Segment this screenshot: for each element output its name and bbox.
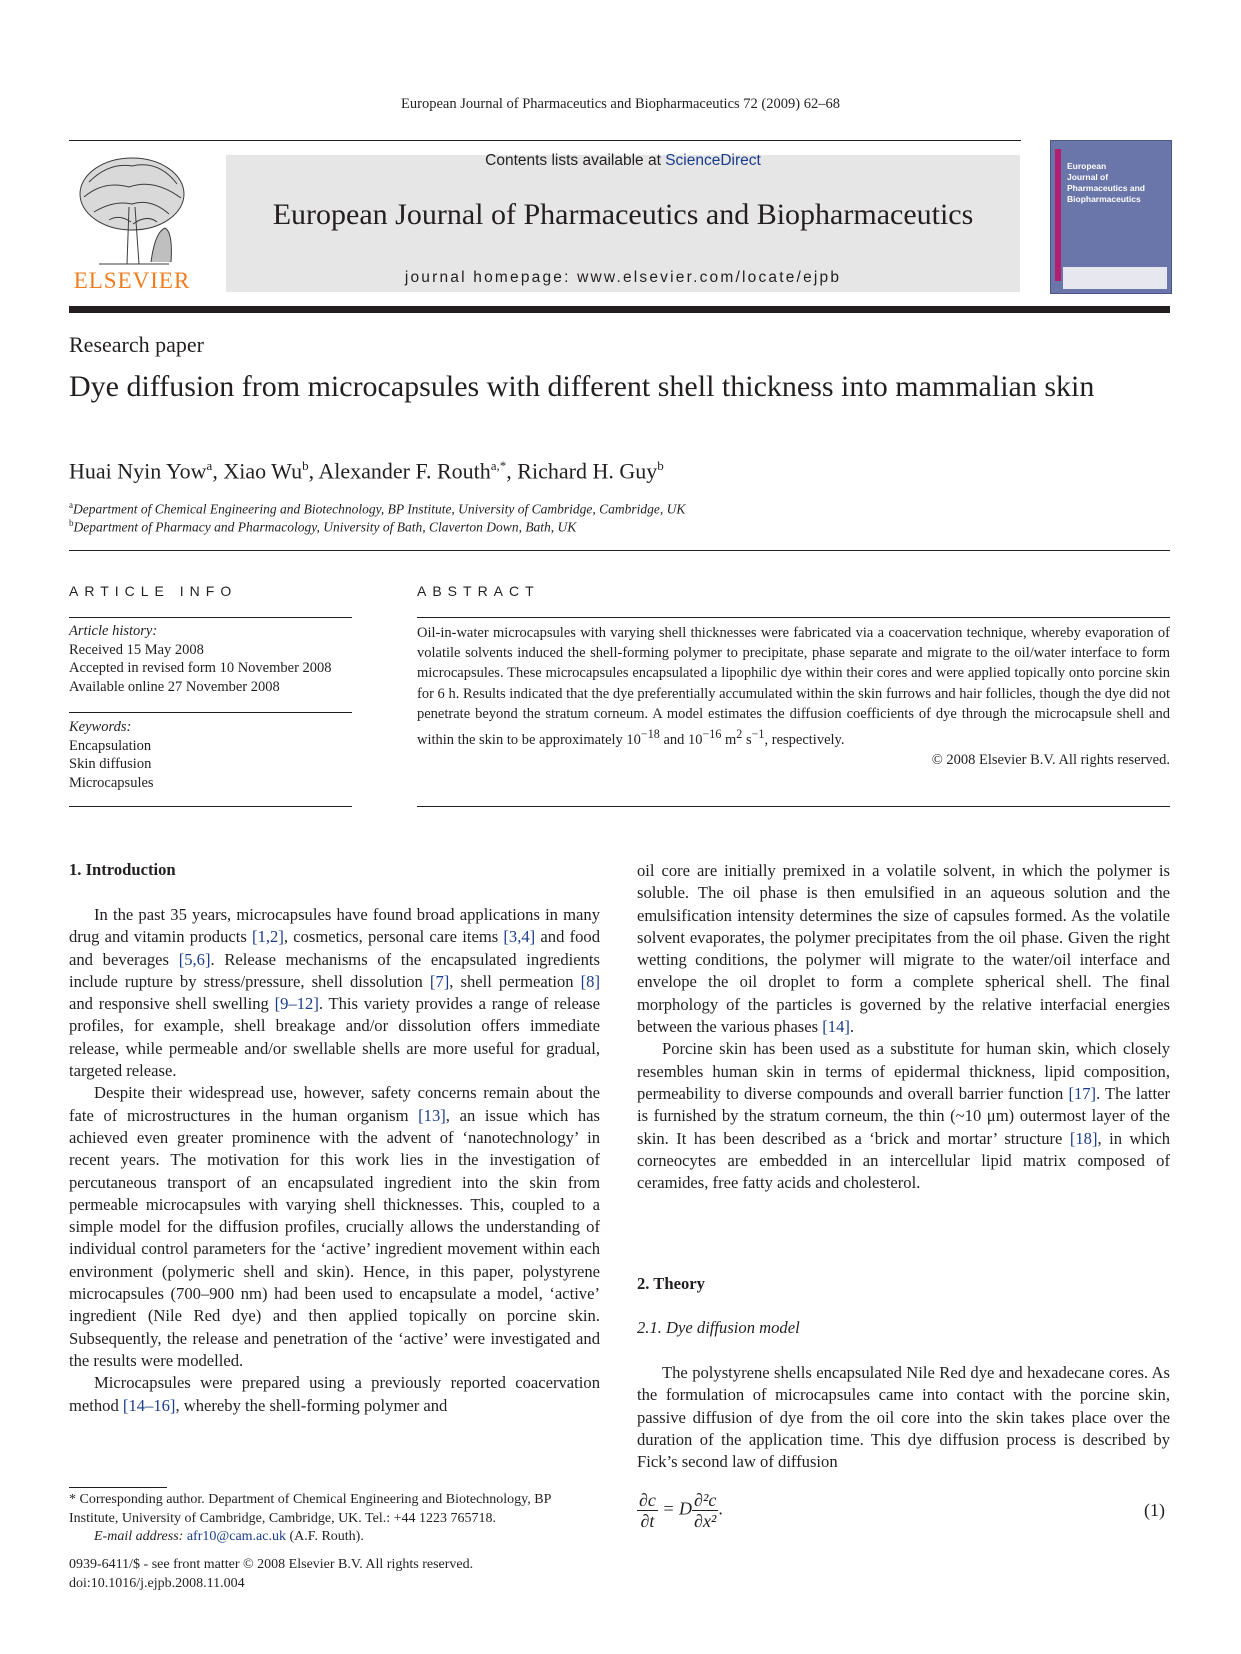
citation-link[interactable]: [5,6] [178, 949, 211, 969]
paragraph: Microcapsules were prepared using a previously reported coacervation method [14–16], whereby the shell-forming polymer and [69, 1373, 600, 1415]
history-label: Article history: [69, 623, 158, 639]
citation-link[interactable]: [7] [429, 971, 450, 991]
abstract-copyright: © 2008 Elsevier B.V. All rights reserved. [931, 752, 1170, 769]
article-title: Dye diffusion from microcapsules with different shell thickness into mammalian skin [69, 370, 1095, 403]
theory-column [637, 1362, 1170, 1473]
equation-number: (1) [1144, 1500, 1165, 1520]
author-affil-sup: b [302, 458, 309, 473]
equation-1: $\frac{\partial c}{\partial t}$ = D $\frac{\text{∂²c}}{\text{∂x²}}$ . [639, 1490, 723, 1531]
cover-footer [1063, 267, 1167, 289]
contents-line [226, 152, 1020, 170]
citation-link[interactable]: [13] [418, 1105, 446, 1125]
title-rule [69, 550, 1170, 551]
citation-link[interactable]: [3,4] [503, 927, 536, 947]
section-heading-theory: 2. Theory [637, 1274, 705, 1293]
citation-link[interactable]: [1,2] [252, 927, 284, 947]
abstract-text: Oil-in-water microcapsules with varying shell thicknesses were fabricated via a coacervation technique, whereby evaporation of volatile solvents induced the shell-forming polymer to precipitate, phase separate and migrate to the oil/water interface to form microcapsules. These microcapsules encapsulated a lipophilic dye within their cores and were applied topically onto porcine skin for 6 h. Results indicated that the dye preferentially accumulated within the skin furrows and hair follicles, though the dye did not penetrate beyond the stratum corneum. A model estimates the diffusion coefficients of dye through the microcapsule shell and within the skin to be approximately $10^{-18}$ and $10^{-16}$ $m^2$ $s^{-1}$, respectively. [417, 625, 1170, 748]
keywords-label: Keywords: [69, 719, 132, 735]
paragraph: In the past 35 years, microcapsules have found broad applications in many drug and vitamin products [1,2], cosmetics, personal care items [3,4] and food and beverages [5,6]. Release mechanisms of the encapsulated ingredients include rupture by stress/pressure, shell dissolution [7], shell permeation [8] and responsive shell swelling [9–12]. This variety provides a range of release profiles, for example, shell breakage and/or dissolution offers immediate release, while permeable and/or swellable shells are more useful for gradual, targeted release. [69, 905, 600, 1081]
author-name: Xiao Wu [223, 458, 303, 484]
contents-prefix: Contents lists available at [485, 152, 666, 169]
paragraph: The polystyrene shells encapsulated Nile Red dye and hexadecane cores. As the formulation of microcapsules came into contact with the porcine skin, passive diffusion of dye from the oil core into the skin takes place over the duration of the application time. This dye diffusion process is described by Fick’s second law of diffusion [637, 1363, 1170, 1472]
citation-link[interactable]: [8] [580, 971, 600, 991]
affiliation: $^b$Department of Pharmacy and Pharmacology, University of Bath, Claverton Down, Bath, UK [69, 518, 577, 535]
cover-strip [1055, 149, 1061, 281]
equation-lhs: $\frac{\partial c}{\partial t}$ [639, 1490, 656, 1531]
elsevier-wordmark: ELSEVIER [73, 268, 191, 293]
elsevier-logo [69, 152, 195, 294]
author-list: Huai Nyin Yow$^a$, Xiao Wu$^b$, Alexander F. Routh$^{a,*}$, Richard H. Guy$^b$ [69, 458, 664, 484]
cover-title: European Journal of Pharmaceutics and Biopharmaceutics [1067, 161, 1145, 204]
abstract-rule [417, 617, 1170, 618]
equation-rhs: $\frac{\text{∂²c}}{\text{∂x²}}$ [694, 1490, 717, 1531]
info-rule [69, 712, 352, 713]
affiliation: $^a$Department of Chemical Engineering and Biotechnology, BP Institute, University of Cambridge, Cambridge, UK [69, 500, 686, 517]
revised-date: Accepted in revised form 10 November 2008 [69, 660, 332, 676]
keyword: Skin diffusion [69, 756, 152, 772]
intro-column [69, 904, 600, 1417]
journal-name: European Journal of Pharmaceutics and Biopharmaceutics [272, 198, 974, 231]
citation-link[interactable]: [17] [1068, 1083, 1097, 1103]
paragraph: Porcine skin has been used as a substitute for human skin, which closely resembles human skin in terms of epidermal thickness, lipid composition, permeability to diverse compounds and overall barrier function [17]. The latter is furnished by the stratum corneum, the thin (~10 μm) outermost layer of the skin. It has been described as a ‘brick and mortar’ structure [18], in which corneocytes are embedded in an intercellular lipid matrix composed of ceramides, free fatty acids and cholesterol. [637, 1039, 1170, 1193]
tree-icon [69, 152, 195, 270]
citation-link[interactable]: [9–12] [274, 994, 319, 1014]
author-affil-sup: a,* [490, 458, 507, 473]
author-affil-sup: a [206, 458, 213, 473]
doi-line: doi:10.1016/j.ejpb.2008.11.004 [69, 1575, 245, 1591]
received-date: Received 15 May 2008 [69, 641, 204, 658]
abstract-heading: ABSTRACT [417, 583, 540, 599]
author-name: Huai Nyin Yow [69, 458, 207, 484]
front-matter [69, 1556, 669, 1593]
citation-link[interactable]: [18] [1069, 1128, 1098, 1148]
right-column [637, 860, 1170, 1194]
sciencedirect-link[interactable]: ScienceDirect [665, 152, 761, 169]
issn-line: 0939-6411/$ - see front matter © 2008 Elsevier B.V. All rights reserved. [69, 1557, 474, 1572]
journal-homepage[interactable]: journal homepage: www.elsevier.com/locate/ejpb [404, 269, 842, 286]
article-history [69, 622, 332, 696]
author-affil-sup: b [657, 458, 664, 473]
subsection-heading: 2.1. Dye diffusion model [637, 1318, 800, 1337]
header-rule [69, 140, 1021, 141]
author-name: Alexander F. Routh [318, 458, 491, 484]
author-name: Richard H. Guy [517, 458, 658, 484]
running-head: European Journal of Pharmaceutics and Biopharmaceutics 72 (2009) 62–68 [401, 96, 840, 112]
email-note: E-mail address: afr10@cam.ac.uk (A.F. Routh). [94, 1529, 364, 1544]
citation-link[interactable]: [14–16] [122, 1395, 176, 1415]
paragraph: oil core are initially premixed in a volatile solvent, in which the polymer is soluble. The oil phase is then emulsified in an aqueous solution and the emulsification intensity determines the size of capsules formed. As the volatile solvent evaporates, the polymer precipitates from the oil phase. Given the right wetting conditions, the polymer will migrate to the water/oil interface and envelope the oil droplet to form a complete spherical shell. The final morphology of the particles is governed by the relative interfacial energies between the various phases [14]. [637, 861, 1170, 1037]
keyword: Microcapsules [69, 774, 154, 791]
corresponding-author-note: * Corresponding author. Department of Chemical Engineering and Biotechnology, BP Institute, University of Cambridge, Cambridge, UK. Tel.: +44 1223 765718. [69, 1492, 551, 1526]
article-type: Research paper [69, 332, 204, 357]
paragraph: Despite their widespread use, however, safety concerns remain about the fate of microstructures in the human organism [13], an issue which has achieved even greater prominence with the advent of ‘nanotechnology’ in recent years. The motivation for this work lies in the investigation of percutaneous transport of an encapsulated ingredient into the skin from permeable microcapsules with varying shell thicknesses. This, coupled to a simple model for the diffusion profiles, crucially allows the understanding of individual control parameters for the ‘active’ ingredient movement within each environment (polymeric shell and skin). Hence, in this paper, polystyrene microcapsules (700–900 nm) had been used to encapsulate a model, ‘active’ ingredient (Nile Red dye) and then applied topically on porcine skin. Subsequently, the release and penetration of the ‘active’ were investigated and the results were modelled. [69, 1083, 600, 1370]
journal-cover-image [1050, 140, 1172, 294]
footnotes [69, 1491, 600, 1547]
abstract-rule [417, 806, 1170, 807]
info-rule [69, 617, 352, 618]
section-heading-introduction: 1. Introduction [69, 860, 176, 879]
email-link[interactable]: afr10@cam.ac.uk [186, 1529, 286, 1544]
header-thick-rule [69, 306, 1170, 313]
citation-link[interactable]: [14] [822, 1017, 850, 1037]
abstract-body [417, 623, 1170, 770]
article-info-heading: ARTICLE INFO [69, 583, 238, 599]
footnote-rule [69, 1487, 167, 1488]
keywords [69, 718, 154, 792]
online-date: Available online 27 November 2008 [69, 678, 280, 695]
keyword: Encapsulation [69, 737, 152, 754]
info-rule [69, 806, 352, 807]
